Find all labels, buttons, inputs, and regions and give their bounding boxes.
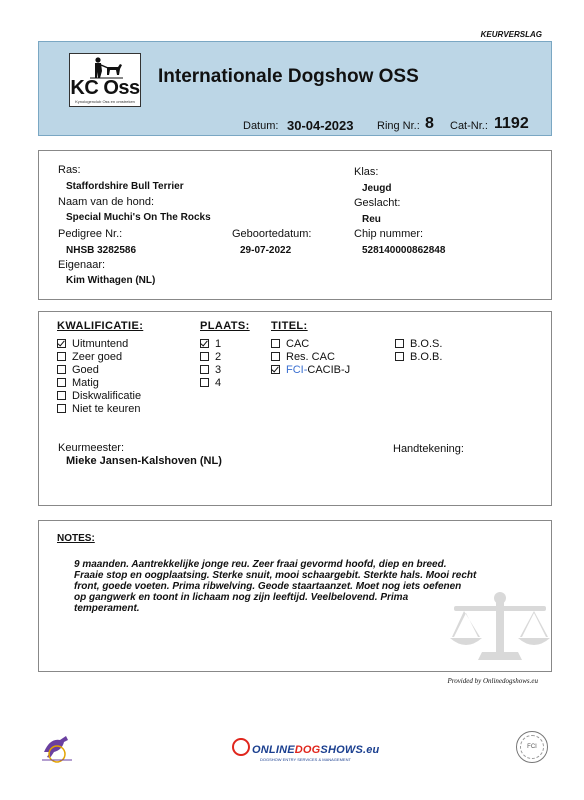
titel-option-cac[interactable]: CAC [271,337,350,350]
plaats-option-1[interactable]: 1 [200,337,221,350]
notes-line: op gangwerk en toont in lichaam nog zijn leeftijd. Veelbelovend. Prima [74,592,409,603]
kwalificatie-option-matig[interactable]: Matig [57,376,141,389]
klas-label: Klas: [354,166,379,178]
paw-icon [232,738,250,756]
fci-seal [516,731,548,763]
checkbox-icon [395,339,404,348]
titel-option-res-cac[interactable]: Res. CAC [271,350,350,363]
ras-value: Staffordshire Bull Terrier [66,181,184,192]
logo-subtext: Kynologenclub Oss en omstreken [75,99,135,104]
pedigree-value: NHSB 3282586 [66,245,137,256]
extra-title-list [395,337,442,363]
kwalificatie-option-uitmuntend[interactable]: Uitmuntend [57,337,141,350]
cat-label: Cat-Nr.: [450,120,488,132]
geslacht-value: Reu [362,214,381,225]
notes-line: temperament. [74,603,140,614]
kwalificatie-option-niet-te-keuren[interactable]: Niet te keuren [57,402,141,415]
checkbox-icon [57,404,66,413]
checkbox-icon [200,378,209,387]
checkbox-icon [200,365,209,374]
checkbox-icon [271,365,280,374]
club-logo [69,53,141,107]
naam-label: Naam van de hond: [58,196,155,208]
naam-value: Special Muchi's On The Rocks [66,212,211,223]
keurmeester-label: Keurmeester: [58,442,125,454]
geboorte-value: 29-07-2022 [240,245,292,256]
checkbox-icon [57,352,66,361]
plaats-list [200,337,221,389]
datum-label: Datum: [243,120,279,132]
plaats-option-3[interactable]: 3 [200,363,221,376]
klas-value: Jeugd [362,183,392,194]
ring-value: 8 [425,115,434,132]
datum-value: 30-04-2023 [287,118,354,133]
checkbox-icon [271,339,280,348]
option-bos[interactable]: B.O.S. [395,337,442,350]
chip-value: 528140000862848 [362,245,446,256]
titel-option-fci-cacib-j[interactable]: FCI- CACIB-J [271,363,350,376]
keurmeester-value: Mieke Jansen-Kalshoven (NL) [66,455,222,467]
eigenaar-label: Eigenaar: [58,259,106,271]
geboorte-label: Geboortedatum: [232,228,312,240]
checkbox-icon [57,365,66,374]
kwalificatie-option-goed[interactable]: Goed [57,363,141,376]
ras-label: Ras: [58,164,81,176]
option-bob[interactable]: B.O.B. [395,350,442,363]
dog-sport-logo-icon [40,730,74,764]
notes-text [74,559,476,614]
checkbox-icon [200,339,209,348]
plaats-option-4[interactable]: 4 [200,376,221,389]
kwalificatie-heading: KWALIFICATIE: [57,320,144,332]
logo-text: KC Oss [70,77,140,99]
titel-heading: TITEL: [271,320,308,332]
report-title: KEURVERSLAG [480,30,542,39]
plaats-heading: PLAATS: [200,320,250,332]
kwalificatie-list [57,337,141,415]
geslacht-label: Geslacht: [354,197,401,209]
dog-handler-icon [88,57,124,79]
plaats-option-2[interactable]: 2 [200,350,221,363]
checkbox-icon [395,352,404,361]
ods-tagline: DOGSHOW ENTRY SERVICES & MANAGEMENT [260,757,351,762]
onlinedogshows-logo: ONLINEDOGSHOWS.eu DOGSHOW ENTRY SERVICES & MANAGEMENT [232,738,379,762]
checkbox-icon [57,378,66,387]
checkbox-icon [57,339,66,348]
event-title: Internationale Dogshow OSS [158,66,419,87]
kwalificatie-option-zeer-goed[interactable]: Zeer goed [57,350,141,363]
titel-list [271,337,350,376]
kwalificatie-option-diskwalificatie[interactable]: Diskwalificatie [57,389,141,402]
provided-by-text: Provided by Onlinedogshows.eu [447,677,538,685]
notes-line: 9 maanden. Aantrekkelijke jonge reu. Zeer fraai gevormd hoofd, diep en breed. [74,559,447,570]
checkbox-icon [271,352,280,361]
pedigree-label: Pedigree Nr.: [58,228,123,240]
notes-line: front, goede voeten. Prima ribwelving. Geode staartaanzet. Moet nog iets oefenen [74,581,462,592]
fci-seal-text: FCI [520,735,544,759]
checkbox-icon [57,391,66,400]
eigenaar-value: Kim Withagen (NL) [66,275,156,286]
handtekening-label: Handtekening: [393,443,464,455]
chip-label: Chip nummer: [354,228,424,240]
checkbox-icon [200,352,209,361]
notes-line: Fraaie stop en oogplaatsing. Sterke snuit, mooi schaargebit. Sterkte hals. Mooi recht [74,570,477,581]
ring-label: Ring Nr.: [377,120,420,132]
cat-value: 1192 [494,115,529,132]
notes-heading: NOTES: [57,533,95,544]
